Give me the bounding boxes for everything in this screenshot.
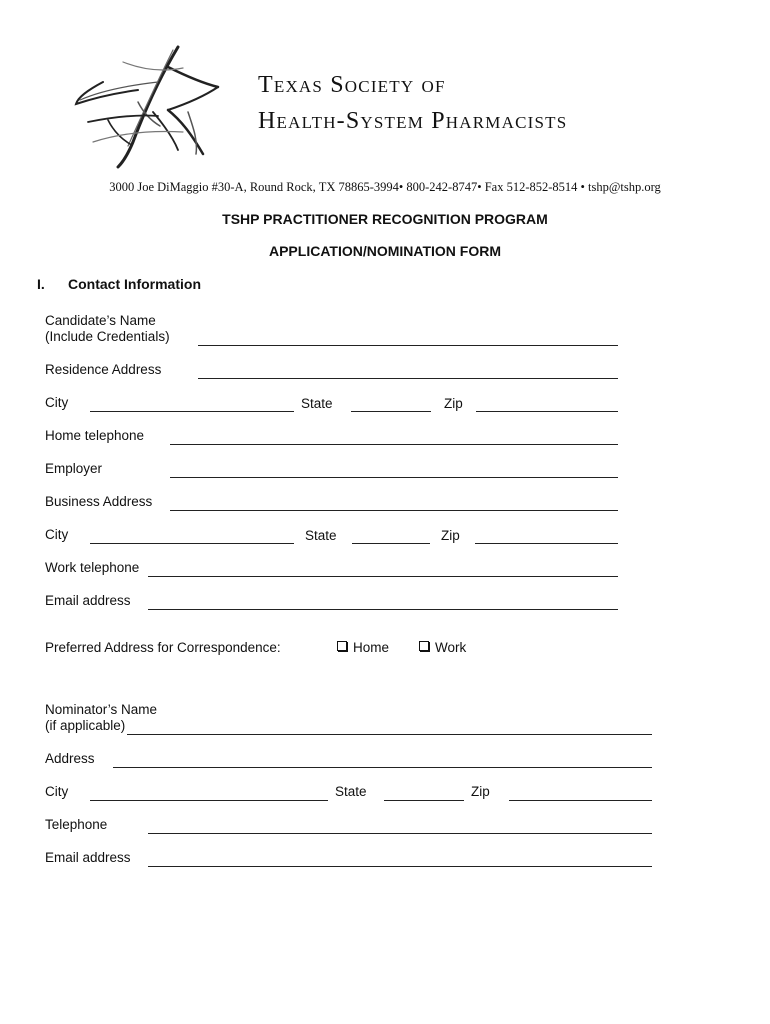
nominator-city-label: City [45,784,69,799]
home-checkbox-icon[interactable] [337,641,347,651]
nominator-name-label: Nominator’s Name [45,702,158,717]
org-name-line2: Health-System Pharmacists [258,108,568,134]
form-title: TSHP PRACTITIONER RECOGNITION PROGRAM [222,211,548,227]
work-option-label: Work [435,640,467,655]
candidate-credentials-label: (Include Credentials) [45,329,170,344]
work-checkbox-icon[interactable] [419,641,429,651]
section-title: Contact Information [68,276,201,292]
email-address-field[interactable] [148,609,618,610]
candidate-name-label: Candidate’s Name [45,313,156,328]
nominator-city-field[interactable] [90,800,328,801]
home-option-label: Home [353,640,390,655]
preferred-address-label: Preferred Address for Correspondence: [45,640,281,655]
zip-label: Zip [444,396,463,411]
candidate-name-field[interactable] [198,345,618,346]
tshp-logo [68,42,243,172]
contact-info: 3000 Joe DiMaggio #30-A, Round Rock, TX 78865-3994• 800-242-8747• Fax 512-852-8514 • tshp@tshp.org [109,180,661,194]
nominator-applicable-label: (if applicable) [45,718,126,733]
nominator-telephone-label: Telephone [45,817,108,832]
business-state-label: State [305,528,337,543]
business-zip-label: Zip [441,528,460,543]
nominator-email-label: Email address [45,850,131,865]
employer-field[interactable] [170,477,618,478]
work-telephone-field[interactable] [148,576,618,577]
section-number: I. [37,276,45,292]
nominator-address-label: Address [45,751,95,766]
form-subtitle: APPLICATION/NOMINATION FORM [268,243,502,259]
home-telephone-label: Home telephone [45,428,145,443]
business-address-label: Business Address [45,494,153,509]
org-name-line1: Texas Society of [258,72,446,98]
city-field[interactable] [90,411,294,412]
business-city-label: City [45,527,69,542]
home-telephone-field[interactable] [170,444,618,445]
city-label: City [45,395,69,410]
residence-address-label: Residence Address [45,362,162,377]
nominator-state-field[interactable] [384,800,464,801]
business-address-field[interactable] [170,510,618,511]
work-option[interactable] [419,640,466,656]
state-field[interactable] [351,411,431,412]
employer-label: Employer [45,461,103,476]
nominator-email-field[interactable] [148,866,652,867]
business-state-field[interactable] [352,543,430,544]
nominator-address-field[interactable] [113,767,652,768]
business-zip-field[interactable] [475,543,618,544]
business-city-field[interactable] [90,543,294,544]
zip-field[interactable] [476,411,618,412]
work-telephone-label: Work telephone [45,560,140,575]
nominator-telephone-field[interactable] [148,833,652,834]
nominator-state-label: State [335,784,367,799]
nominator-zip-label: Zip [471,784,490,799]
nominator-zip-field[interactable] [509,800,652,801]
residence-address-field[interactable] [198,378,618,379]
state-label: State [301,396,333,411]
email-address-label: Email address [45,593,131,608]
home-option[interactable] [337,640,389,656]
nominator-name-field[interactable] [127,734,652,735]
